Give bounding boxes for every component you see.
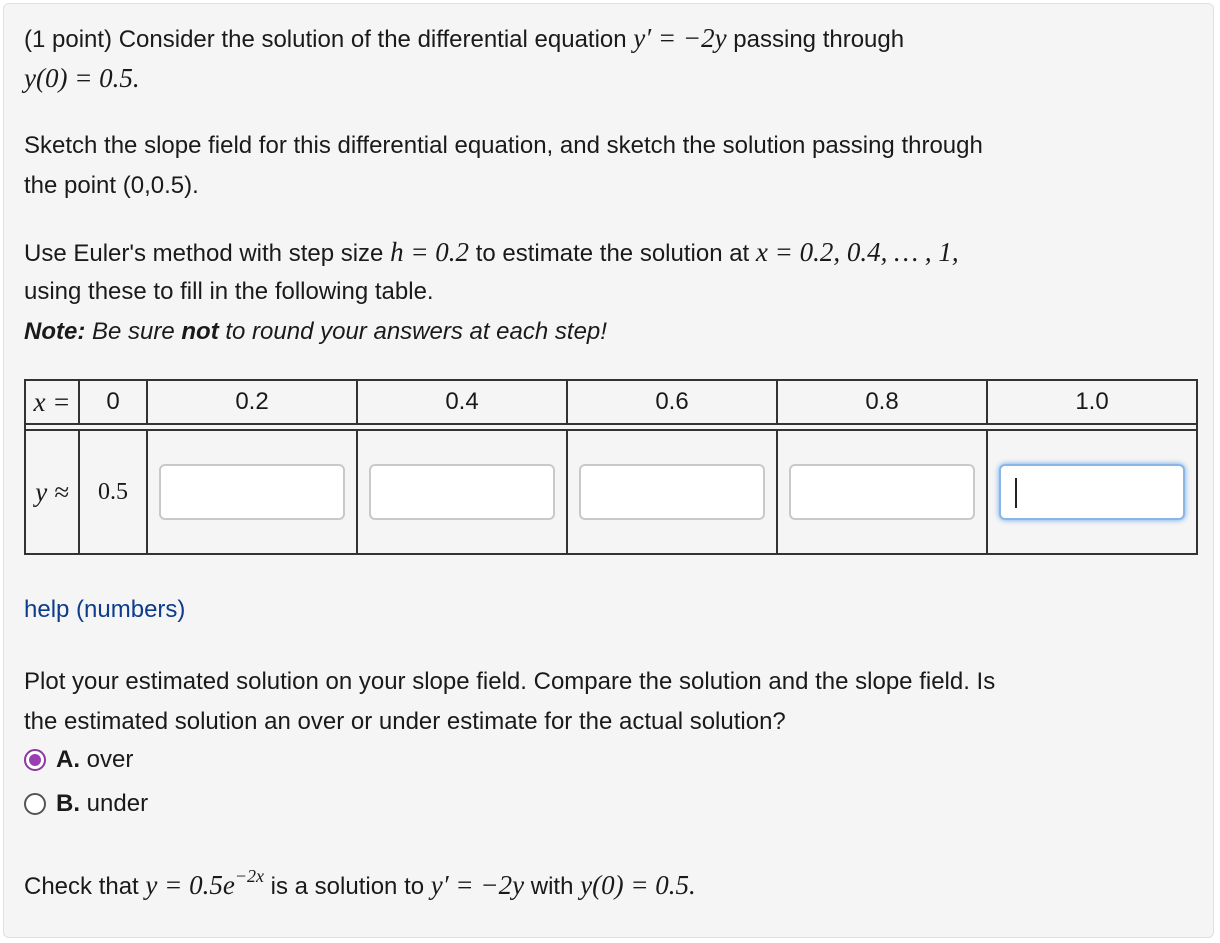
sketch-text-2: the point (0,0.5).: [24, 172, 199, 199]
check-line: [24, 856, 696, 907]
option-b-letter: B.: [56, 790, 80, 817]
euler-table: [24, 379, 1198, 555]
y-cell-4: [777, 430, 987, 554]
note-label: Note:: [24, 318, 86, 345]
intro-mid-text: passing through: [733, 26, 905, 53]
intro-equation: y′ = −2y: [633, 23, 727, 53]
y-cell-2: [357, 430, 567, 554]
problem-intro: [24, 18, 904, 60]
problem-panel: [3, 3, 1214, 938]
option-b[interactable]: [24, 790, 148, 818]
step-size: h = 0.2: [390, 237, 470, 267]
y-input-0.2[interactable]: [159, 464, 345, 520]
option-a-letter: A.: [56, 746, 80, 773]
euler-text: Use Euler's method with step size: [24, 240, 384, 267]
check-condition: y(0) = 0.5.: [580, 870, 696, 900]
help-numbers-link[interactable]: help (numbers): [24, 596, 186, 623]
y-cell-1: [147, 430, 357, 554]
check-with: with: [530, 873, 574, 900]
x-values: x = 0.2, 0.4, … , 1,: [755, 237, 959, 267]
x-cell-2: 0.4: [357, 380, 567, 424]
check-de: y′ = −2y: [430, 870, 525, 900]
x-label-cell: x =: [25, 380, 79, 424]
question-line2: [24, 702, 786, 742]
radio-a[interactable]: [24, 749, 46, 771]
problem-intro-line2: [24, 58, 140, 100]
euler-text-2: using these to fill in the following table.: [24, 278, 434, 305]
note-not: not: [181, 318, 219, 345]
check-prefix: Check that: [24, 873, 139, 900]
question-text-1: Plot your estimated solution on your slope field. Compare the solution and the slope field. Is: [24, 668, 996, 695]
question-text-2: the estimated solution an over or under estimate for the actual solution?: [24, 708, 786, 735]
x-cell-0: 0: [79, 380, 147, 424]
y-input-1.0[interactable]: [999, 464, 1185, 520]
sketch-text-1: Sketch the slope field for this differential equation, and sketch the solution passing through: [24, 132, 983, 159]
check-exponent: −2x: [234, 866, 264, 886]
check-mid: is a solution to: [270, 873, 425, 900]
x-cell-4: 0.8: [777, 380, 987, 424]
euler-line1: [24, 232, 959, 274]
euler-line2: [24, 272, 434, 312]
note-text-a: Be sure: [92, 318, 175, 345]
y-input-0.6[interactable]: [579, 464, 765, 520]
x-cell-5: 1.0: [987, 380, 1197, 424]
x-cell-3: 0.6: [567, 380, 777, 424]
text-cursor: [1015, 478, 1017, 508]
option-a[interactable]: [24, 746, 133, 774]
x-cell-1: 0.2: [147, 380, 357, 424]
check-solution: y = 0.5e: [145, 870, 235, 900]
initial-condition: y(0) = 0.5.: [24, 63, 140, 93]
intro-text: (1 point) Consider the solution of the differential equation: [24, 26, 627, 53]
sketch-line1: [24, 126, 983, 166]
y-cell-3: [567, 430, 777, 554]
radio-b[interactable]: [24, 793, 46, 815]
euler-mid-text: to estimate the solution at: [475, 240, 750, 267]
note-text-b: to round your answers at each step!: [225, 318, 607, 345]
y-label-cell: y ≈: [25, 430, 79, 554]
y-row: [25, 430, 1197, 554]
y-input-0.8[interactable]: [789, 464, 975, 520]
y-cell-0: 0.5: [79, 430, 147, 554]
note-line: [24, 312, 607, 352]
y-input-0.4[interactable]: [369, 464, 555, 520]
sketch-line2: [24, 166, 199, 206]
question-line1: [24, 662, 995, 702]
option-a-text: over: [86, 746, 134, 773]
option-b-text: under: [86, 790, 149, 817]
y-cell-5: [987, 430, 1197, 554]
x-row: [25, 380, 1197, 424]
